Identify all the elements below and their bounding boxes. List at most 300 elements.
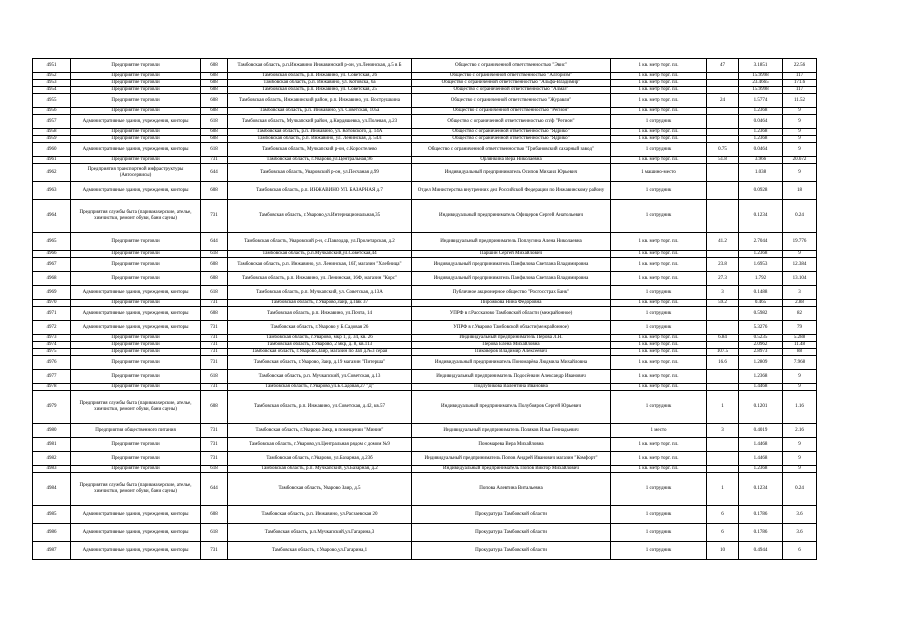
norm-cell: 3.966: [739, 157, 783, 164]
table-row: [33, 182, 877, 200]
total-cell: 9: [783, 384, 817, 391]
quantity-cell: [707, 438, 739, 452]
object-type-cell: Предприятие торговли: [71, 73, 201, 80]
table-row: [33, 349, 877, 356]
address-cell: Тамбовская область, г.Уварово,ул.Центральная рядом с домом №9: [228, 438, 412, 452]
organization-cell: Общество с ограниченной ответственностью "Ядрико": [412, 136, 611, 143]
table-row: [33, 370, 877, 384]
unit-cell: 1 кв. метр торг. пл.: [611, 384, 707, 391]
total-cell: 88: [783, 349, 817, 356]
norm-cell: 1.2368: [739, 251, 783, 258]
row-number-cell: 4962: [33, 164, 71, 182]
district-code-cell: 608: [201, 59, 228, 73]
row-number-cell: 4955: [33, 94, 71, 108]
organization-cell: Пирожкова Нина Федоровна: [412, 300, 611, 307]
table-row: [33, 258, 877, 272]
norm-cell: 0.1786: [739, 506, 783, 524]
norm-cell: 15.9998: [739, 87, 783, 94]
total-cell: 22.56: [783, 59, 817, 73]
quantity-cell: [707, 164, 739, 182]
total-cell: 9: [783, 136, 817, 143]
object-type-cell: Предприятие торговли: [71, 272, 201, 286]
address-cell: Тамбовская область, Мучкапский р-он, с.Коростелево: [228, 143, 412, 157]
row-number-cell: 4964: [33, 200, 71, 233]
row-number-cell: 4967: [33, 258, 71, 272]
table-row: [33, 524, 877, 542]
table-row: [33, 251, 877, 258]
unit-cell: 1 сотрудник: [611, 115, 707, 129]
row-number-cell: 4986: [33, 524, 71, 542]
table-row: [33, 272, 877, 286]
unit-cell: 1 кв. метр торг. пл.: [611, 258, 707, 272]
object-type-cell: Предприятие торговли: [71, 335, 201, 342]
address-cell: Тамбовская область, р.п. Инжавино, ул. Советская, 25: [228, 87, 412, 94]
norm-cell: 1.2368: [739, 108, 783, 115]
object-type-cell: Административные здания, учреждения, конторы: [71, 182, 201, 200]
organization-cell: Публичное акционерное общество "Росгосстрах Банк": [412, 286, 611, 300]
object-type-cell: Предприятие торговли: [71, 342, 201, 349]
unit-cell: 1 кв. метр торг. пл.: [611, 370, 707, 384]
object-type-cell: Административные здания, учреждения, конторы: [71, 321, 201, 335]
object-type-cell: Предприятие торговли: [71, 251, 201, 258]
total-cell: 12.384: [783, 258, 817, 272]
district-code-cell: 618: [201, 286, 228, 300]
row-number-cell: 4969: [33, 286, 71, 300]
row-number-cell: 4975: [33, 349, 71, 356]
address-cell: Тамбовская область, г.Уварово, мкр 1, д. 34, кв. 26: [228, 335, 412, 342]
table-row: [33, 200, 877, 233]
total-cell: 2.88: [783, 300, 817, 307]
total-cell: 20.672: [783, 157, 817, 164]
address-cell: Тамбовская область, р.п. Инжавино, ул. Ленинская, 16Г, магазин "Хлебница": [228, 258, 412, 272]
total-cell: 11.52: [783, 94, 817, 108]
unit-cell: 1 сотрудник: [611, 307, 707, 321]
district-code-cell: 608: [201, 129, 228, 136]
organization-cell: Прокуратура Тамбовской области: [412, 524, 611, 542]
object-type-cell: Административные здания, учреждения, конторы: [71, 542, 201, 560]
quantity-cell: 10: [707, 542, 739, 560]
table-row: [33, 542, 877, 560]
address-cell: Тамбовская область, г.Уварово,Заир, магазин по Зап д.№3 серая: [228, 349, 412, 356]
quantity-cell: 59.2: [707, 300, 739, 307]
total-cell: 9: [783, 164, 817, 182]
organization-cell: Отдел Министерства внутренних дел Российской Федерации по Инжавинскому району: [412, 182, 611, 200]
row-number-cell: 4952: [33, 73, 71, 80]
table-row: [33, 438, 877, 452]
district-code-cell: 608: [201, 73, 228, 80]
total-cell: 9: [783, 466, 817, 473]
norm-cell: 0.5982: [739, 307, 783, 321]
organization-cell: Пиковеров Владимир Алексеевич: [412, 349, 611, 356]
object-type-cell: Предприятие торговли: [71, 356, 201, 370]
total-cell: 171.6: [783, 80, 817, 87]
norm-cell: 5.3276: [739, 321, 783, 335]
object-type-cell: Предприятие торговли: [71, 300, 201, 307]
unit-cell: 1 кв. метр торг. пл.: [611, 349, 707, 356]
total-cell: 11.48: [783, 342, 817, 349]
object-type-cell: Предприятие торговли: [71, 233, 201, 251]
organization-cell: Индивидуальный предприниматель Панфилова Светлана Владимировна: [412, 258, 611, 272]
unit-cell: 1 сотрудник: [611, 524, 707, 542]
organization-cell: Индивидуальный предприниматель Попов Виктор Михайлович: [412, 466, 611, 473]
norm-cell: 0.465: [739, 300, 783, 307]
table-row: [33, 286, 877, 300]
table-row: [33, 356, 877, 370]
table-row: [33, 342, 877, 349]
row-number-cell: 4979: [33, 391, 71, 424]
unit-cell: 1 сотрудник: [611, 182, 707, 200]
table-row: [33, 129, 877, 136]
table-row: [33, 80, 877, 87]
district-code-cell: 608: [201, 506, 228, 524]
norm-cell: 1.5774: [739, 94, 783, 108]
quantity-cell: 1: [707, 391, 739, 424]
organization-cell: Общество с ограниченной ответственностью "Ядрико": [412, 129, 611, 136]
norm-cell: 23.4665: [739, 80, 783, 87]
unit-cell: 1 сотрудник: [611, 200, 707, 233]
table-row: [33, 157, 877, 164]
district-code-cell: 644: [201, 164, 228, 182]
object-type-cell: Предприятие торговли: [71, 384, 201, 391]
object-type-cell: Предприятие торговли: [71, 438, 201, 452]
object-type-cell: Предприятие торговли: [71, 87, 201, 94]
address-cell: Тамбовская область, Инжавинский район, р.п. Инжавино, ул. Вострушкина: [228, 94, 412, 108]
address-cell: Тамбовская область, р.п. Инжавино, ул.Расзаевская 20: [228, 506, 412, 524]
total-cell: 9: [783, 370, 817, 384]
unit-cell: 1 кв. метр торг. пл.: [611, 251, 707, 258]
address-cell: Тамбовская область, Мучкапский район, д.Кирдяшевка, ул.Полевая, д.23: [228, 115, 412, 129]
registry-table: [32, 58, 877, 560]
unit-cell: 1 кв. метр торг. пл.: [611, 73, 707, 80]
quantity-cell: [707, 251, 739, 258]
norm-cell: 0.1201: [739, 391, 783, 424]
object-type-cell: Предприятие торговли: [71, 466, 201, 473]
object-type-cell: Административные здания, учреждения, конторы: [71, 286, 201, 300]
object-type-cell: Административные здания, учреждения, конторы: [71, 524, 201, 542]
norm-cell: 15.9998: [739, 73, 783, 80]
quantity-cell: 6: [707, 524, 739, 542]
table-row: [33, 300, 877, 307]
total-cell: 19.776: [783, 233, 817, 251]
row-number-cell: 4978: [33, 384, 71, 391]
quantity-cell: [707, 87, 739, 94]
district-code-cell: 608: [201, 272, 228, 286]
organization-cell: Общество с ограниченной ответственностью "Регион": [412, 108, 611, 115]
address-cell: Тамбовская область, Уваровский р-н, с.Павлодар, ул.Пролетарская, д.2: [228, 233, 412, 251]
unit-cell: 1 кв. метр торг. пл.: [611, 356, 707, 370]
norm-cell: 0.1234: [739, 200, 783, 233]
row-number-cell: 4971: [33, 307, 71, 321]
object-type-cell: Предприятия службы быта (парикмахерские, ателье, химчистки, ремонт обуви, бани сауны): [71, 391, 201, 424]
district-code-cell: 608: [201, 80, 228, 87]
address-cell: Тамбовская область, г.Уварово,ул.Центральная,96: [228, 157, 412, 164]
quantity-cell: [707, 466, 739, 473]
row-number-cell: 4958: [33, 129, 71, 136]
object-type-cell: Предприятие торговли: [71, 157, 201, 164]
object-type-cell: Предприятия общественного питания: [71, 424, 201, 438]
quantity-cell: 41.2: [707, 233, 739, 251]
quantity-cell: 27.3: [707, 272, 739, 286]
row-number-cell: 4953: [33, 80, 71, 87]
row-number-cell: 4954: [33, 87, 71, 94]
norm-cell: 1.2368: [739, 370, 783, 384]
address-cell: Тамбовская область, р.п.Мучкапский,ул.Гагарина,3: [228, 524, 412, 542]
organization-cell: Общество с ограниченной ответственностью "Алгоризм": [412, 73, 611, 80]
total-cell: 7.968: [783, 356, 817, 370]
row-number-cell: 4957: [33, 115, 71, 129]
norm-cell: 0.4944: [739, 542, 783, 560]
unit-cell: 1 сотрудник: [611, 286, 707, 300]
unit-cell: 1 кв. метр торг. пл.: [611, 233, 707, 251]
object-type-cell: Предприятие торговли: [71, 452, 201, 466]
row-number-cell: 4966: [33, 251, 71, 258]
table-row: [33, 59, 877, 73]
unit-cell: 1 кв. метр торг. пл.: [611, 335, 707, 342]
unit-cell: 1 кв. метр торг. пл.: [611, 300, 707, 307]
row-number-cell: 4981: [33, 438, 71, 452]
address-cell: Тамбовская область, Уварово Заир, д.5: [228, 473, 412, 506]
organization-cell: Общество с ограниченной ответственностью "Эвис": [412, 59, 611, 73]
row-number-cell: 4972: [33, 321, 71, 335]
row-number-cell: 4976: [33, 356, 71, 370]
unit-cell: 1 машино-место: [611, 164, 707, 182]
total-cell: 3.6: [783, 524, 817, 542]
total-cell: 6: [783, 542, 817, 560]
quantity-cell: 6.84: [707, 335, 739, 342]
unit-cell: 1 сотрудник: [611, 473, 707, 506]
district-code-cell: 608: [201, 108, 228, 115]
total-cell: 5.288: [783, 335, 817, 342]
quantity-cell: [707, 452, 739, 466]
table-row: [33, 307, 877, 321]
unit-cell: 1 кв. метр торг. пл.: [611, 342, 707, 349]
address-cell: Тамбовская область, г.Уварово,ул.Гагарина,1: [228, 542, 412, 560]
norm-cell: 1.2368: [739, 136, 783, 143]
row-number-cell: 4985: [33, 506, 71, 524]
district-code-cell: 618: [201, 251, 228, 258]
object-type-cell: Предприятие торговли: [71, 129, 201, 136]
object-type-cell: Административные здания, учреждения, конторы: [71, 115, 201, 129]
quantity-cell: [707, 108, 739, 115]
unit-cell: 1 кв. метр торг. пл.: [611, 452, 707, 466]
address-cell: Тамбовская область, р.п.Инжавино Инжавинский р-он, ул.Ленинская, д.5 в Б: [228, 59, 412, 73]
norm-cell: 2.8973: [739, 349, 783, 356]
table-body: [33, 59, 877, 560]
table-row: [33, 73, 877, 80]
district-code-cell: 608: [201, 182, 228, 200]
document-page: [32, 58, 876, 560]
quantity-cell: [707, 80, 739, 87]
address-cell: Тамбовская область, р.п. ИНЖАВИНО УЛ. БАЗАРНАЯ д.7: [228, 182, 412, 200]
table-row: [33, 87, 877, 94]
unit-cell: 1 сотрудник: [611, 391, 707, 424]
row-number-cell: 4961: [33, 157, 71, 164]
organization-cell: Прокуратура Тамбовской области: [412, 506, 611, 524]
norm-cell: 0.0464: [739, 115, 783, 129]
address-cell: Тамбовская область, г.Уварово у Б.Садовая 26: [228, 321, 412, 335]
norm-cell: 1.4468: [739, 438, 783, 452]
organization-cell: Общество с ограниченной ответственностью "Альфа-Владимир": [412, 80, 611, 87]
object-type-cell: Предприятие торговли: [71, 80, 201, 87]
organization-cell: Индивидуальный предприниматель Перова Л.Н.: [412, 335, 611, 342]
norm-cell: 1.2368: [739, 466, 783, 473]
address-cell: Тамбовская область, г.Уварово, ул.Базарная, д.23б: [228, 452, 412, 466]
total-cell: 9: [783, 452, 817, 466]
object-type-cell: Административные здания, учреждения, конторы: [71, 143, 201, 157]
district-code-cell: 644: [201, 233, 228, 251]
address-cell: Тамбовская область, г.Уварово,ул.Интернациональная,35: [228, 200, 412, 233]
total-cell: 18: [783, 182, 817, 200]
unit-cell: 1 кв. метр торг. пл.: [611, 108, 707, 115]
object-type-cell: Предприятия транспортной инфраструктуры (Автосервисы): [71, 164, 201, 182]
district-code-cell: 608: [201, 391, 228, 424]
district-code-cell: 731: [201, 200, 228, 233]
organization-cell: Орлянкина Вера Николаевна: [412, 157, 611, 164]
quantity-cell: [707, 182, 739, 200]
address-cell: Тамбовская область, г.Уварово,ул.Б.Садовая,27 "Д": [228, 384, 412, 391]
row-number-cell: 4982: [33, 452, 71, 466]
table-row: [33, 108, 877, 115]
district-code-cell: 731: [201, 300, 228, 307]
quantity-cell: 1: [707, 473, 739, 506]
district-code-cell: 731: [201, 321, 228, 335]
district-code-cell: 618: [201, 370, 228, 384]
unit-cell: 1 сотрудник: [611, 143, 707, 157]
address-cell: Тамбовская область, р.п. Мучкапский, ул.Базарная, д.2: [228, 466, 412, 473]
total-cell: 9: [783, 129, 817, 136]
organization-cell: Общество с ограниченной ответственностью "Журавли": [412, 94, 611, 108]
district-code-cell: 608: [201, 94, 228, 108]
unit-cell: 1 кв. метр торг. пл.: [611, 466, 707, 473]
unit-cell: 1 кв. метр торг. пл.: [611, 129, 707, 136]
norm-cell: 0.1488: [739, 286, 783, 300]
organization-cell: Индивидуальный предприниматель Осипов Михаил Юрьевич: [412, 164, 611, 182]
organization-cell: Перова Елена Михайловна: [412, 342, 611, 349]
organization-cell: Пономарева Вера Михайловна: [412, 438, 611, 452]
organization-cell: УПРФ в г.Рассказово Тамбовской области (межрайонное): [412, 307, 611, 321]
norm-cell: 0.4019: [739, 424, 783, 438]
row-number-cell: 4973: [33, 335, 71, 342]
norm-cell: 0.1234: [739, 473, 783, 506]
address-cell: Тамбовская область, г.Уварово 2мкр, в помещении "Минин": [228, 424, 412, 438]
norm-cell: 3.1851: [739, 59, 783, 73]
unit-cell: 1 место: [611, 424, 707, 438]
row-number-cell: 4980: [33, 424, 71, 438]
table-row: [33, 233, 877, 251]
unit-cell: 1 кв. метр торг. пл.: [611, 157, 707, 164]
unit-cell: 1 кв. метр торг. пл.: [611, 272, 707, 286]
address-cell: Тамбовская область, р.п.Мучкапский,ул.Советская,44: [228, 251, 412, 258]
norm-cell: 2.0962: [739, 342, 783, 349]
address-cell: Тамбовская область, р.п. Мучкапский, ул.Советская, д.13: [228, 370, 412, 384]
table-row: [33, 136, 877, 143]
organization-cell: Подлубикова Валентина Ивановна: [412, 384, 611, 391]
object-type-cell: Административные здания, учреждения, конторы: [71, 506, 201, 524]
unit-cell: 1 сотрудник: [611, 542, 707, 560]
quantity-cell: [707, 200, 739, 233]
norm-cell: 0.5235: [739, 335, 783, 342]
table-row: [33, 466, 877, 473]
norm-cell: 0.1786: [739, 524, 783, 542]
table-row: [33, 452, 877, 466]
table-row: [33, 143, 877, 157]
norm-cell: 1.2809: [739, 356, 783, 370]
address-cell: Тамбовская область, р.п. Мучкапский, ул. Советская, д.13А: [228, 286, 412, 300]
organization-cell: Индивидуальный предприниматель Пономарёва Людмила Михайловна: [412, 356, 611, 370]
district-code-cell: 731: [201, 452, 228, 466]
district-code-cell: 731: [201, 342, 228, 349]
object-type-cell: Предприятие торговли: [71, 258, 201, 272]
object-type-cell: Предприятие торговли: [71, 59, 201, 73]
row-number-cell: 4960: [33, 143, 71, 157]
unit-cell: 1 кв. метр торг. пл.: [611, 94, 707, 108]
district-code-cell: 618: [201, 143, 228, 157]
norm-cell: 1.2368: [739, 129, 783, 136]
object-type-cell: Предприятия службы быта (парикмахерские, ателье, химчистки, ремонт обуви, бани сауны): [71, 200, 201, 233]
quantity-cell: [707, 73, 739, 80]
row-number-cell: 4968: [33, 272, 71, 286]
quantity-cell: [707, 370, 739, 384]
address-cell: Тамбовская область, р.п. Инжавино, ул. Ленинская, д. 54Л: [228, 136, 412, 143]
address-cell: Тамбовская область, р.п. Инжавино, ул. Советская, 105а: [228, 108, 412, 115]
district-code-cell: 608: [201, 258, 228, 272]
quantity-cell: [707, 115, 739, 129]
unit-cell: 1 кв. метр торг. пл.: [611, 438, 707, 452]
table-row: [33, 506, 877, 524]
table-row: [33, 384, 877, 391]
district-code-cell: 618: [201, 466, 228, 473]
row-number-cell: 4984: [33, 473, 71, 506]
norm-cell: 1.038: [739, 164, 783, 182]
unit-cell: 1 сотрудник: [611, 506, 707, 524]
address-cell: Тамбовская область, р.п. Инжавино, ул. Котовска, 6а: [228, 80, 412, 87]
district-code-cell: 644: [201, 473, 228, 506]
norm-cell: 1.4468: [739, 452, 783, 466]
address-cell: Тамбовская область, р.п. Инжавино, ул.Почта, 14: [228, 307, 412, 321]
norm-cell: 0.0464: [739, 143, 783, 157]
row-number-cell: 4970: [33, 300, 71, 307]
object-type-cell: Административные здания, учреждения, конторы: [71, 307, 201, 321]
district-code-cell: 731: [201, 157, 228, 164]
object-type-cell: Предприятие торговли: [71, 108, 201, 115]
unit-cell: 1 кв. метр торг. пл.: [611, 80, 707, 87]
total-cell: 117: [783, 73, 817, 80]
quantity-cell: 24: [707, 94, 739, 108]
quantity-cell: [707, 384, 739, 391]
district-code-cell: 618: [201, 115, 228, 129]
quantity-cell: 51.8: [707, 157, 739, 164]
norm-cell: 0.0928: [739, 182, 783, 200]
total-cell: 3.6: [783, 506, 817, 524]
total-cell: 9: [783, 438, 817, 452]
table-row: [33, 335, 877, 342]
total-cell: 9: [783, 115, 817, 129]
quantity-cell: 3: [707, 424, 739, 438]
organization-cell: Попова Алевтина Витальевна: [412, 473, 611, 506]
quantity-cell: 107.5: [707, 349, 739, 356]
quantity-cell: [707, 129, 739, 136]
norm-cell: 2.7044: [739, 233, 783, 251]
address-cell: Тамбовская область, г.Уварово, 2 мкр, д. 8, кв.113: [228, 342, 412, 349]
address-cell: Тамбовская область, р.п. Инжавино, ул. Ленинская, 16Ф, магазин "Корс": [228, 272, 412, 286]
total-cell: 9: [783, 108, 817, 115]
row-number-cell: 4974: [33, 342, 71, 349]
quantity-cell: [707, 321, 739, 335]
district-code-cell: 608: [201, 136, 228, 143]
organization-cell: Общество с ограниченной ответственностью сп/ф "Регион": [412, 115, 611, 129]
total-cell: 79: [783, 321, 817, 335]
organization-cell: Индивидуальный предприниматель Офицеров Сергей Анатольевич: [412, 200, 611, 233]
